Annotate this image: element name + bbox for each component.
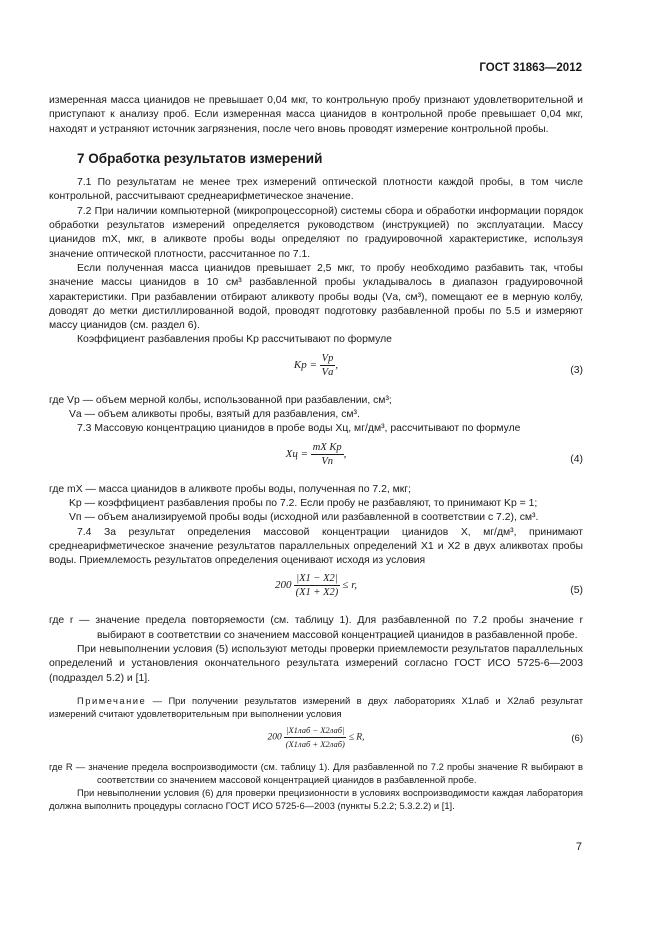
formula-4 <box>49 441 583 479</box>
definition-line: где mX — масса цианидов в аликвоте пробы воды, полученная по 7.2, мкг; <box>49 483 411 495</box>
standard-header: ГОСТ 31863—2012 <box>479 62 582 74</box>
formula-3 <box>49 352 583 390</box>
formula-5 <box>49 572 583 610</box>
formula-6-denominator: (X1лаб + X2лаб) <box>285 738 345 749</box>
definition-line: Vа — объем аликвоты пробы, взятый для разбавления, см³. <box>69 409 360 421</box>
paragraph-7-2-dilution: Если полученная масса цианидов превышает 2,5 мкг, то пробу необходимо разбавить так, чтобы значение массы цианидов в 10 см³ разбавленной пробы укладывалось в диапазон градуировочной характеристики. При разбавлении отбирают аликвоту пробы воды (Vа, см³), помещают ее в мерную колбу, доводят до метки дистиллированной водой, проводят подготовку разбавленной пробы по 5.5 и измеряют массу цианидов (см. раздел 6). <box>49 262 583 332</box>
formula-4-number: (4) <box>570 453 583 465</box>
formula-3-tail: , <box>335 358 339 371</box>
formula-4-numerator: mX Kр <box>312 441 342 453</box>
formula-5-lhs: 200 <box>274 579 292 592</box>
paragraph-7-4: 7.4 За результат определения массовой концентрации цианидов X, мг/дм³, принимают среднеарифметическое значение результатов параллельных определений X1 и X2 в двух аликвотах пробы воды. Приемлемость результатов определения оценивают исходя из условия <box>49 526 583 567</box>
formula-5-denominator: (X1 + X2) <box>295 587 339 599</box>
formula-4-denominator: Vп <box>321 455 334 467</box>
formula-3-numerator: Vр <box>321 352 334 364</box>
note-text: — При получении результатов измерений в двух лабораториях X1лаб и X2лаб результат измерений считают удовлетворительным при выполнении условия <box>49 694 583 719</box>
formula-4-definitions <box>49 483 583 526</box>
paragraph-7-3: 7.3 Массовую концентрацию цианидов в пробе воды Xц, мг/дм³, рассчитывают по формуле <box>77 423 521 435</box>
formula-5-definition: где r — значение предела повторяемости (см. таблицу 1). Для разбавленной по 7.2 пробы значение r выбирают в соответствии со значением массовой концентрацией цианидов в разбавленной пробе. <box>49 615 583 641</box>
formula-5-number: (5) <box>570 585 583 597</box>
formula-6 <box>49 724 583 756</box>
formula-3-number: (3) <box>570 364 583 376</box>
definition-line: Vп — объем анализируемой пробы воды (исходной или разбавленной в соответствии с 7.2), см³. <box>69 512 539 524</box>
formula-6-definition: где R — значение предела воспроизводимости (см. таблицу 1). Для разбавленной по 7.2 пробы значение R выбирают в соответствии со значением массовой концентрацией цианидов в разбавленной пробе. <box>49 760 583 785</box>
formula-4-tail: , <box>343 447 347 460</box>
note-label: Примечание <box>77 694 147 706</box>
page-number: 7 <box>575 841 582 853</box>
section-title: 7 Обработка результатов измерений <box>77 150 323 166</box>
formula-6-number: (6) <box>571 732 583 744</box>
formula-4-lhs: Xц = <box>285 447 309 460</box>
formula-3-lhs: Kр = <box>293 358 317 371</box>
last-paragraph: При невыполнении условия (6) для проверки прецизионности в условиях воспроизводимости каждая лаборатория должна выполнить процедуры согласно ГОСТ ИСО 5725-6—2003 (пункты 5.2.2; 5.3.2.2) и [1]. <box>49 786 583 811</box>
formula-6-tail: ≤ R, <box>348 732 365 743</box>
note-paragraph <box>49 694 583 720</box>
paragraph-7-2: 7.2 При наличии компьютерной (микропроцессорной) системы сбора и обработки информации порядок обработки результатов измерений определяется руководством (инструкцией) по эксплуатации. Массу цианидов mX, мкг, в аликвоте пробы воды определяют по градуировочной характеристике, используя значение оптической плотности, рассчитанное по 7.1. <box>49 205 583 260</box>
page-content <box>49 94 583 812</box>
formula-5-numerator: |X1 − X2| <box>296 573 338 585</box>
formula-5-tail: ≤ r, <box>342 579 358 592</box>
paragraph-7-4-failure: При невыполнении условия (5) используют методы проверки приемлемости результатов параллельных определений и установления окончательного результата измерений согласно ГОСТ ИСО 5725-6—2003 (подраздел 5.2) и [1]. <box>49 644 583 684</box>
formula-6-numerator: |X1лаб − X2лаб| <box>284 724 346 738</box>
definition-line: Kр — коэффициент разбавления пробы по 7.2. Если пробу не разбавляют, то принимают Kр = 1; <box>69 497 538 509</box>
paragraph-7-2-coefficient: Коэффициент разбавления пробы Kр рассчитывают по формуле <box>77 334 392 346</box>
formula-3-denominator: Vа <box>321 366 334 378</box>
formula-3-definitions <box>49 394 583 423</box>
definition-line: где Vр — объем мерной колбы, использованной при разбавлении, см³; <box>49 394 392 406</box>
intro-paragraph: измеренная масса цианидов не превышает 0,04 мкг, то контрольную пробу признают удовлетворительной и приступают к анализу проб. Если измеренная масса цианидов в контрольной пробе превышает 0,04 мкг, находят и устраняют источник загрязнения, после чего вновь проводят измерение контрольной пробы. <box>49 95 583 135</box>
paragraph-7-1: 7.1 По результатам не менее трех измерений оптической плотности каждой пробы, в том числе контрольной, рассчитывают среднеарифметическое значение. <box>49 177 583 203</box>
formula-6-lhs: 200 <box>267 732 282 743</box>
